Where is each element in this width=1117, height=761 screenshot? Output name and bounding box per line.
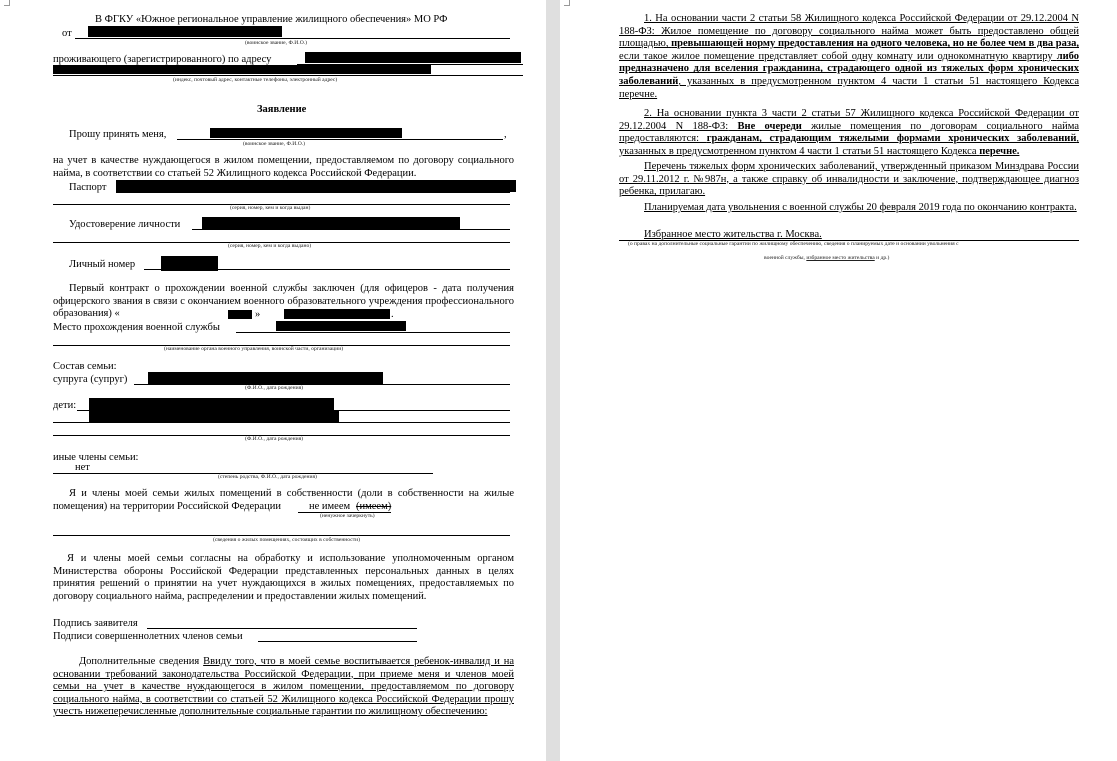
redacted-passport [116,180,516,192]
redacted-address-1 [305,52,521,63]
signature-minors-line [258,641,417,642]
paragraph-5: Избранное место жительства г. Москва. [644,229,822,240]
passport-label: Паспорт [69,182,107,193]
paragraph-2-c: жилые помещения по договорам социального найма предоставляются: [619,120,1080,145]
additional-info [53,656,514,719]
id-card-label: Удостоверение личности [69,219,181,230]
hint-bottom-1: (о правах на дополнительные социальные гарантии по жилищному обеспечению, сведения о планируемых дате и основании увольнения с [628,241,959,247]
redacted-service-place [276,321,406,331]
contract-text-body: Первый контракт о прохождении военной службы заключен (для офицеров - дата получения офицерского звания в связи с окончанием военного образовательного учреждения профессионального образования) « [53,283,514,320]
request-text: на учет в качестве нуждающегося в жилом помещении, предоставляемом по договору социального найма, в соответствии со статьей 52 Жилищного кодекса Российской Федерации. [53,155,514,179]
hint-bottom-2 [764,255,889,262]
paragraph-1-c: если такое жилое помещение представляет собой одну комнату или однокомнатную квартиру [619,50,1053,62]
additional-info-label: Дополнительные сведения [79,656,200,667]
family-label: Состав семьи: [53,361,117,372]
paragraph-2-a: 2. На основании пункта 3 части 2 статьи 57 Жилищного кодекса Российской Федерации от 29.12.2004 N 188-ФЗ: [619,108,1079,132]
paragraph-1 [619,13,1079,101]
paragraph-2-e: , указанных в предусмотренном пунктом 4 части 1 статьи 51 настоящего Кодекса [619,133,1080,157]
paragraph-1-d: либо предназначено для вселения гражданина, страдающего одной из тяжелых форм хронических заболеваний [619,50,1079,87]
signature-applicant-label: Подпись заявителя [53,618,138,629]
paragraph-2-b: Вне очереди [737,120,802,132]
passport-line-1 [116,192,510,193]
paragraph-3: Перечень тяжелых форм хронических заболеваний, утвержденный приказом Минздрава России от 29.11.2012 г. №987н, а также справку об инвалидности и заключение, подтверждающее диагноз ребенка, прилагаю. [619,161,1079,198]
redacted-name [88,26,282,37]
redacted-child-2 [89,411,339,422]
hint-service-place: (наименование органа военного управления, воинской части, организации) [164,346,344,352]
page-corner-mark [4,0,10,6]
signature-applicant-line [147,628,417,629]
paragraph-1-a: 1. На основании части 2 статьи 58 Жилищного кодекса Российской Федерации от 29.12.2004 N 188-ФЗ: Жилое помещение по договору социального найма может быть предоставлено общей площадью, [619,13,1079,50]
hint-passport: (серия, номер, кем и когда выдан) [230,205,311,211]
document-title: Заявление [257,104,307,115]
redacted-requester [210,128,402,138]
children-line-2 [53,422,510,423]
service-place-label: Место прохождения военной службы [53,322,220,333]
spouse-label: супруга (супруг) [53,374,128,385]
address-line-2 [53,75,523,76]
ownership-struck: (имеем) [356,501,392,512]
signature-minors-label: Подписи совершеннолетних членов семьи [53,631,243,642]
hint-rank-name: (воинское звание, Ф.И.О.) [245,40,307,46]
personal-number-label: Личный номер [69,259,136,270]
paragraph-1-b: превышающей норму предоставления на одного человека, но не более чем в два раза, [671,38,1079,50]
children-label: дети: [53,400,77,411]
spouse-line [134,384,510,385]
redacted-address-2 [53,65,431,74]
consent-text: Я и члены моей семьи согласны на обработку и использование уполномоченным органом Министерства обороны Российской Федерации представленных персональных данных в целях принятия решений о принятии на учет нуждающихся в жилых помещениях, предоставляемых по договору социального найма, распределении и предоставлении жилых помещений. [53,553,514,602]
redacted-id-card [202,217,460,229]
document-page-1 [0,0,546,761]
from-line [75,38,510,39]
hint-children: (Ф.И.О., дата рождения) [245,436,304,442]
from-label: от [62,28,72,39]
page-corner-mark [564,0,570,6]
id-card-line-1 [192,229,510,230]
other-members-value: нет [75,462,90,473]
hint-bottom-2a: военной службы, [764,255,805,261]
paragraph-1-e: , указанных в предусмотренном пунктом 4 части 1 статьи 51 настоящего Кодекса перечне. [619,75,1079,100]
other-members-label: иные члены семьи: [53,452,139,463]
hint-rank-name-2: (воинское звание, Ф.И.О.) [243,141,305,147]
hint-property: (сведения о жилых помещениях, состоящих в собственности) [213,537,361,543]
hint-strike: (ненужное зачеркнуть) [320,513,375,519]
hint-spouse: (Ф.И.О., дата рождения) [245,385,304,391]
hint-other-members: (степень родства, Ф.И.О., дата рождения) [218,474,317,480]
addressee-header: В ФГКУ «Южное региональное управление жилищного обеспечения» МО РФ [95,14,448,25]
service-place-line-1 [236,332,510,333]
redacted-child-1 [89,398,334,410]
request-line [177,139,503,140]
paragraph-2-f: перечне. [979,145,1020,157]
paragraph-2-d: гражданам, страдающим тяжелыми формами хронических заболеваний [706,133,1077,145]
redacted-personal-number [161,256,218,271]
hint-address: (индекс, почтовый адрес, контактные телефоны, электронный адрес) [173,77,338,83]
request-label: Прошу принять меня, [69,129,167,140]
ownership-value: не имеем [309,501,351,512]
redacted-contract-day [228,310,252,319]
request-comma: , [504,129,507,140]
paragraph-4: Планируемая дата увольнения с военной службы 20 февраля 2019 года по окончанию контракта. [644,202,1077,213]
contract-quote-close: » [255,309,261,320]
ownership-text: Я и члены моей семьи жилых помещений в собственности (доли в собственности на жилые помещения) на территории Российской Федерации [53,488,514,512]
additional-info-text: Ввиду того, что в моей семье воспитывается ребенок-инвалид и на основании требований законодательства Российской Федерации, при приеме меня и членов моей семьи на учет в качестве нуждающегося в жилом помещении, предоставляемом по договору социального найма, в соответствии со статьей 52 Жилищного кодекса Российской Федерации прошу учесть нижеперечисленные дополнительные социальные гарантии по жилищному обеспечению: [53,656,515,718]
paragraph-2 [619,108,1079,158]
hint-bottom-2b: избранное место жительства [806,255,875,261]
residing-label: проживающего (зарегистрированного) по адресу [53,54,272,65]
hint-bottom-2c: и др.) [876,255,890,261]
document-page-2 [560,0,1117,761]
redacted-spouse [148,372,383,384]
redacted-contract-date [284,309,390,319]
hint-id-card: (серия, номер, кем и когда выдано) [228,243,312,249]
contract-dot: . [391,309,394,320]
property-line [53,535,510,536]
